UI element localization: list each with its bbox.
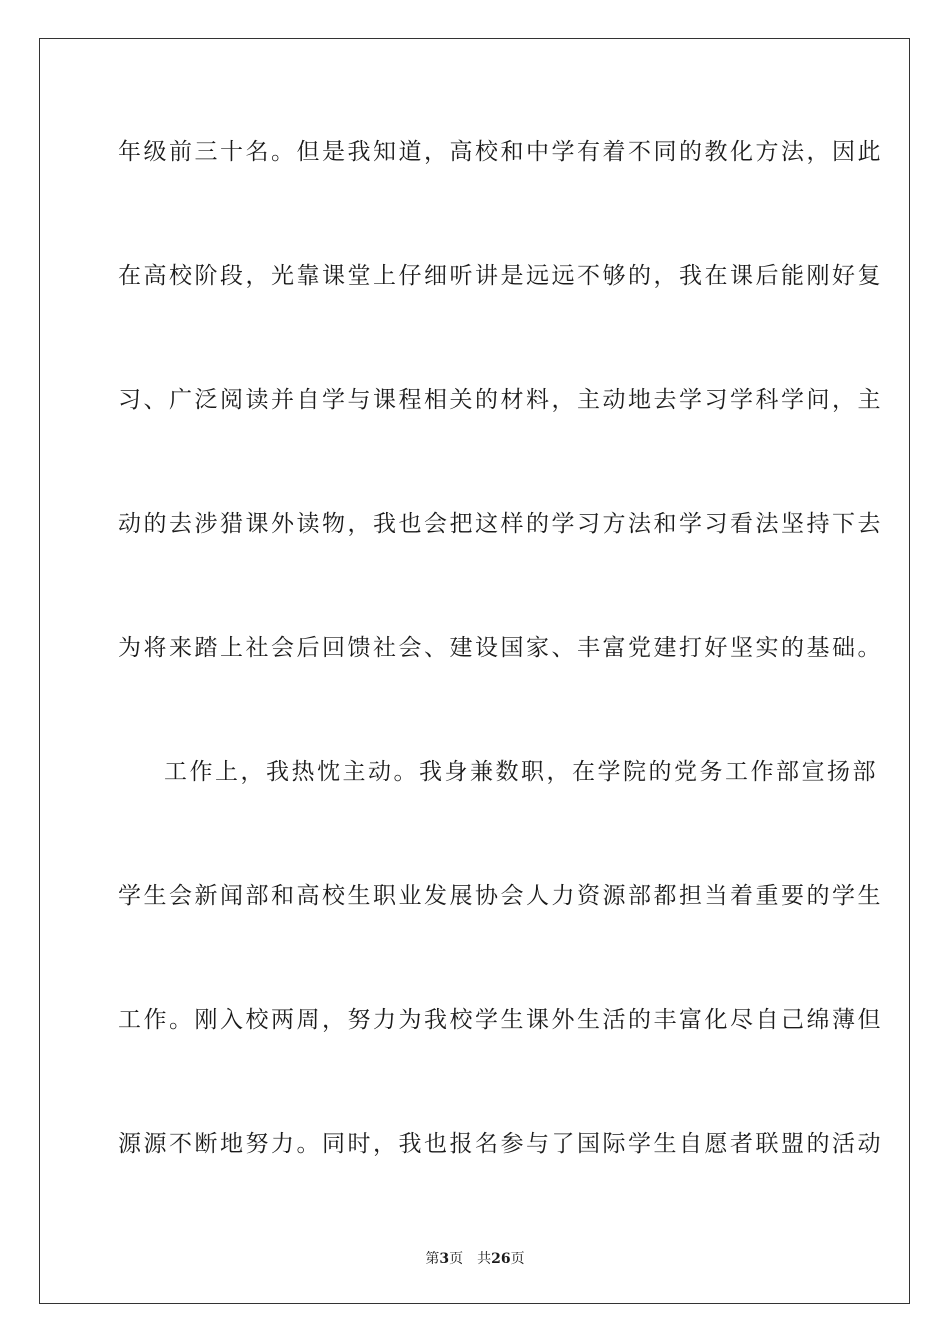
text-line: 在高校阶段，光靠课堂上仔细听讲是远远不够的，我在课后能刚好复 (118, 263, 883, 289)
total-prefix: 共 (477, 1251, 492, 1267)
text-line: 年级前三十名。但是我知道，高校和中学有着不同的教化方法，因此 (118, 139, 883, 165)
page-prefix: 第 (425, 1251, 440, 1267)
page-suffix: 页 (449, 1251, 464, 1267)
text-line: 为将来踏上社会后回馈社会、建设国家、丰富党建打好坚实的基础。 (118, 635, 883, 661)
text-line: 源源不断地努力。同时，我也报名参与了国际学生自愿者联盟的活动 (118, 1131, 883, 1157)
document-body (118, 133, 883, 1249)
paragraph-first-line: 工作上，我热忱主动。我身兼数职，在学院的党务工作部宣扬部 (164, 759, 878, 785)
total-pages: 26 (491, 1251, 511, 1267)
page-footer (0, 1248, 950, 1268)
total-suffix: 页 (510, 1251, 525, 1267)
page-number: 3 (439, 1251, 450, 1267)
text-line: 工作。刚入校两周，努力为我校学生课外生活的丰富化尽自己绵薄但 (118, 1007, 883, 1033)
text-line: 动的去涉猎课外读物，我也会把这样的学习方法和学习看法坚持下去 (118, 511, 883, 537)
text-line: 学生会新闻部和高校生职业发展协会人力资源部都担当着重要的学生 (118, 883, 883, 909)
text-line: 习、广泛阅读并自学与课程相关的材料，主动地去学习学科学问，主 (118, 387, 883, 413)
